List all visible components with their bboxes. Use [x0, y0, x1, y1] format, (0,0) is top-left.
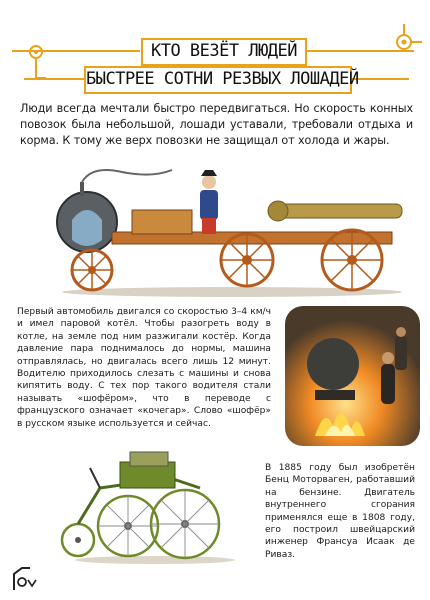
gear-decoration-left-icon — [22, 40, 62, 90]
page-title-line-2: БЫСТРЕЕ СОТНИ РЕЗВЫХ ЛОШАДЕЙ — [84, 66, 352, 94]
steam-carriage-illustration — [52, 160, 412, 300]
benz-paragraph: В 1885 году был изобретён Бенц Моторваген, работавший на бензине. Двигатель внутреннего сгорания применялся еще в 1808 году, его построил швейцарский инженер Франсуа Исаак де Риваз. — [265, 463, 415, 560]
stoker-fire-illustration — [285, 306, 420, 446]
intro-paragraph: Люди всегда мечтали быстро передвигаться. Но скорость конных повозок была небольшой, лошади уставали, требовали отдыха и корма. К тому же верх повозки не защищал от холода и жары. — [20, 102, 413, 147]
page-corner-decoration-icon — [10, 560, 40, 594]
gear-decoration-right-icon — [380, 20, 425, 70]
page-title-line-1: КТО ВЕЗЁТ ЛЮДЕЙ — [141, 38, 307, 66]
steam-car-paragraph: Первый автомобиль двигался со скоростью 3–4 км/ч и имел паровой котёл. Чтобы разогреть воду в котле, на земле под ним разжигали костёр. Когда давление пара поднималось до нормы, машина отправлялась, но двигалась всего лишь 12 минут. Водителю приходилось слезать с машины и снова кипятить воду. С тех пор такого водителя стали называть «шофёром», что в переводе с французского означает «кочегар». Слово «шофёр» в русском языке используется и сейчас. — [17, 307, 271, 429]
benz-motorwagen-illustration — [60, 448, 235, 566]
